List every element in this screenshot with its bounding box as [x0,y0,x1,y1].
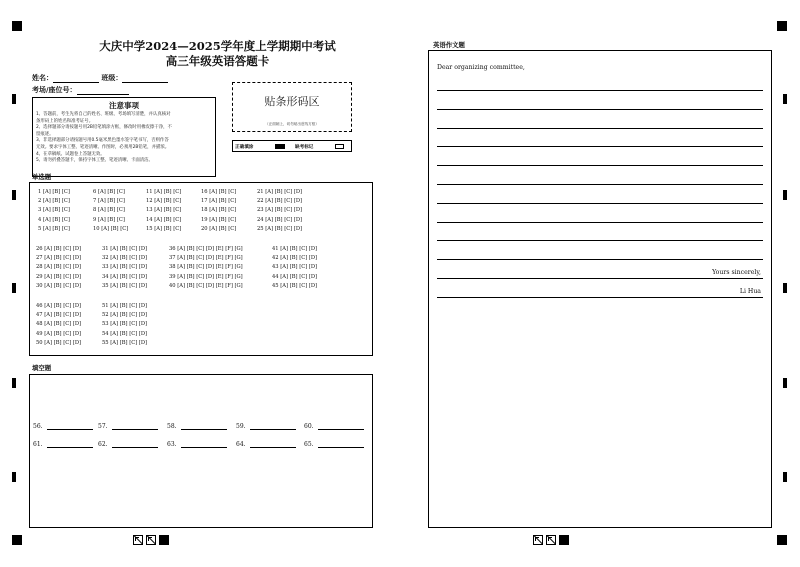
essay-salutation: Dear organizing committee, [437,64,525,71]
essay-signature: Li Hua [739,288,761,295]
corner-mark-bottom-right [777,535,787,545]
room-seat-label: 考场/座位号： [32,86,77,94]
class-label: 班级： [101,74,123,82]
essay-writing-line[interactable] [437,109,763,110]
mc-question-8[interactable]: 12 [A] [B] [C] [146,198,182,205]
essay-writing-line[interactable] [437,146,763,147]
fill-blank-65[interactable] [304,441,364,448]
mc-question-17[interactable]: 9 [A] [B] [C] [93,216,125,223]
fill-blank-number: 61. [33,441,43,448]
essay-writing-line[interactable] [437,240,763,241]
solid-square-icon [559,535,569,545]
mc-question-48[interactable]: 47 [A] [B] [C] [D] [36,312,82,319]
mc-question-38[interactable]: 29 [A] [B] [C] [D] [36,273,82,280]
mc-question-20[interactable]: 24 [A] [B] [C] [D] [257,216,303,223]
name-field[interactable] [53,76,99,83]
mc-question-31[interactable]: 32 [A] [B] [C] [D] [102,255,148,262]
mc-question-53[interactable]: 54 [A] [B] [C] [D] [102,330,148,337]
notice-line: 1、答题前，考生先将自己的姓名、班级、考场填写清楚，并认真核对 [36,112,171,117]
crossed-box-icon [546,535,556,545]
name-label: 姓名： [32,74,53,82]
mc-question-7[interactable]: 7 [A] [B] [C] [93,198,125,205]
mc-question-41[interactable]: 44 [A] [B] [C] [D] [272,273,318,280]
timing-mark [12,378,16,388]
corner-mark-top-left [12,21,22,31]
mc-question-14[interactable]: 18 [A] [B] [C] [201,207,237,214]
page-check-marks-right [533,535,569,545]
mc-question-19[interactable]: 19 [A] [B] [C] [201,216,237,223]
barcode-area [232,82,352,132]
fill-blank-number: 60. [304,423,314,430]
mc-question-29[interactable]: 41 [A] [B] [C] [D] [272,246,318,252]
fill-blank-line[interactable] [112,424,158,430]
seat-row [32,85,129,95]
essay-writing-line[interactable] [437,203,763,204]
page-check-marks-left [133,535,169,545]
fill-blank-61[interactable] [33,441,93,448]
notice-line: 条形码上的姓名和准考证号。 [36,118,94,124]
fill-blank-number: 64. [236,441,246,448]
fill-blank-line[interactable] [250,442,296,448]
essay-writing-line[interactable] [437,165,763,166]
notice-line: 3、非选择题部分请按题号用0.5毫米黑色墨水签字笔书写，否则作答 [36,138,169,144]
essay-writing-line[interactable] [437,297,763,298]
mc-question-50[interactable]: 48 [A] [B] [C] [D] [36,321,82,328]
mc-question-39[interactable]: 34 [A] [B] [C] [D] [102,273,148,280]
absent-mark-label: 缺考标记 [295,145,314,150]
mc-question-36[interactable]: 38 [A] [B] [C] [D] [E] [F] [G] [169,264,243,271]
mc-question-21[interactable]: 5 [A] [B] [C] [38,225,70,232]
name-row [32,73,168,83]
fill-blank-57[interactable] [98,423,158,430]
correct-fill-label: 正确填涂 [235,145,254,150]
fill-blank-line[interactable] [181,442,227,448]
timing-mark [783,472,787,482]
crossed-box-icon [533,535,543,545]
room-seat-field[interactable] [77,88,129,95]
mc-question-32[interactable]: 37 [A] [B] [C] [D] [E] [F] [G] [169,255,243,262]
mc-question-33[interactable]: 42 [A] [B] [C] [D] [272,255,318,262]
mc-question-46[interactable]: 46 [A] [B] [C] [D] [36,303,82,309]
mc-question-51[interactable]: 53 [A] [B] [C] [D] [102,321,148,328]
mc-section-label: 单选题 [32,173,52,181]
mc-question-44[interactable]: 40 [A] [B] [C] [D] [E] [F] [G] [169,282,243,289]
mc-question-9[interactable]: 17 [A] [B] [C] [201,198,237,205]
solid-square-icon [159,535,169,545]
fill-blank-line[interactable] [112,442,158,448]
mc-question-37[interactable]: 43 [A] [B] [C] [D] [272,264,318,271]
mc-question-24[interactable]: 20 [A] [B] [C] [201,225,237,232]
timing-mark [783,283,787,293]
exam-title: 大庆中学2024—2025学年度上学期期中考试 [99,39,336,53]
mc-question-47[interactable]: 51 [A] [B] [C] [D] [102,303,148,309]
essay-writing-line[interactable] [437,278,763,279]
fill-blank-line[interactable] [47,442,93,448]
notice-box [32,97,216,177]
mc-question-22[interactable]: 10 [A] [B] [C] [93,225,129,232]
barcode-note: （正面朝上，切勿贴出虚线方框） [265,122,319,126]
fill-blank-number: 65. [304,441,314,448]
fill-blank-number: 62. [98,441,108,448]
fill-blank-number: 56. [33,423,43,430]
mc-question-13[interactable]: 13 [A] [B] [C] [146,207,182,214]
timing-mark [12,283,16,293]
mc-question-11[interactable]: 3 [A] [B] [C] [38,207,70,214]
corner-mark-top-right [777,21,787,31]
fill-blank-60[interactable] [304,423,364,430]
notice-line: 5、请勿折叠答题卡，保持字体工整、笔迹清晰、卡面清洁。 [36,158,153,164]
essay-writing-line[interactable] [437,128,763,129]
class-field[interactable] [122,76,168,83]
mc-question-40[interactable]: 39 [A] [B] [C] [D] [E] [F] [G] [169,273,243,280]
timing-mark [783,94,787,104]
essay-writing-line[interactable] [437,259,763,260]
fill-blank-58[interactable] [167,423,227,430]
mc-question-4[interactable]: 16 [A] [B] [C] [201,189,237,195]
fib-section-label: 填空题 [32,364,52,372]
crossed-box-icon [133,535,143,545]
fill-blank-number: 63. [167,441,177,448]
notice-line: 留痕迹。 [36,131,54,137]
mc-question-35[interactable]: 33 [A] [B] [C] [D] [102,264,148,271]
fill-blank-64[interactable] [236,441,296,448]
mc-question-27[interactable]: 31 [A] [B] [C] [D] [102,246,148,252]
mc-question-52[interactable]: 49 [A] [B] [C] [D] [36,330,82,337]
notice-title: 注意事项 [109,101,139,110]
mc-question-30[interactable]: 27 [A] [B] [C] [D] [36,255,82,262]
fill-blank-63[interactable] [167,441,227,448]
fill-blank-56[interactable] [33,423,93,430]
mc-question-34[interactable]: 28 [A] [B] [C] [D] [36,264,82,271]
fill-example [232,140,352,152]
mc-question-49[interactable]: 52 [A] [B] [C] [D] [102,312,148,319]
fill-blank-line[interactable] [318,424,364,430]
fill-blank-line[interactable] [47,424,93,430]
fill-blank-number: 57. [98,423,108,430]
fill-blank-line[interactable] [181,424,227,430]
mc-question-45[interactable]: 45 [A] [B] [C] [D] [272,282,318,289]
mc-question-25[interactable]: 25 [A] [B] [C] [D] [257,225,303,232]
crossed-box-icon [146,535,156,545]
timing-mark [12,94,16,104]
absent-mark-checkbox[interactable] [335,144,344,149]
mc-question-43[interactable]: 35 [A] [B] [C] [D] [102,282,148,289]
mc-question-10[interactable]: 22 [A] [B] [C] [D] [257,198,303,205]
essay-writing-line[interactable] [437,222,763,223]
timing-mark [783,378,787,388]
barcode-title: 贴条形码区 [264,95,320,108]
mc-question-42[interactable]: 30 [A] [B] [C] [D] [36,282,82,289]
answer-sheet-title: 高三年级英语答题卡 [165,54,270,68]
fill-blank-line[interactable] [318,442,364,448]
mc-question-6[interactable]: 2 [A] [B] [C] [38,198,70,205]
notice-line: 4、在草稿纸、试题卷上答题无效。 [36,151,105,157]
mc-question-28[interactable]: 36 [A] [B] [C] [D] [E] [F] [G] [169,246,243,252]
notice-line: 无效。要求字体工整、笔迹清晰。作图时，必须用2B铅笔，并描浓。 [36,144,170,150]
corner-mark-bottom-left [12,535,22,545]
mc-question-16[interactable]: 4 [A] [B] [C] [38,216,70,223]
mc-question-1[interactable]: 1 [A] [B] [C] [38,189,70,195]
notice-line: 2、选择题部分请按题号用2B铅笔填涂方框，修改时用橡皮擦干净，不 [36,125,172,131]
essay-section-label: 英语作文题 [433,41,465,49]
fill-blank-number: 58. [167,423,177,430]
mc-question-26[interactable]: 26 [A] [B] [C] [D] [36,246,82,252]
timing-mark [12,190,16,200]
timing-mark [12,472,16,482]
essay-writing-line[interactable] [437,184,763,185]
mc-answer-area [29,182,373,356]
mc-question-2[interactable]: 6 [A] [B] [C] [93,189,125,195]
fill-blank-62[interactable] [98,441,158,448]
fill-blank-59[interactable] [236,423,296,430]
mc-question-18[interactable]: 14 [A] [B] [C] [146,216,182,223]
mc-question-54[interactable]: 50 [A] [B] [C] [D] [36,339,82,346]
mc-question-12[interactable]: 8 [A] [B] [C] [93,207,125,214]
mc-question-55[interactable]: 55 [A] [B] [C] [D] [102,339,148,346]
essay-closing: Yours sincerely, [712,269,761,276]
mc-question-15[interactable]: 23 [A] [B] [C] [D] [257,207,303,214]
mc-question-3[interactable]: 11 [A] [B] [C] [146,189,182,195]
essay-answer-area [428,50,772,528]
essay-writing-line[interactable] [437,90,763,91]
fill-blank-line[interactable] [250,424,296,430]
fill-blank-number: 59. [236,423,246,430]
fib-answer-area [29,374,373,528]
timing-mark [783,190,787,200]
correct-fill-sample-icon [275,144,285,149]
mc-question-23[interactable]: 15 [A] [B] [C] [146,225,182,232]
mc-question-5[interactable]: 21 [A] [B] [C] [D] [257,189,303,195]
